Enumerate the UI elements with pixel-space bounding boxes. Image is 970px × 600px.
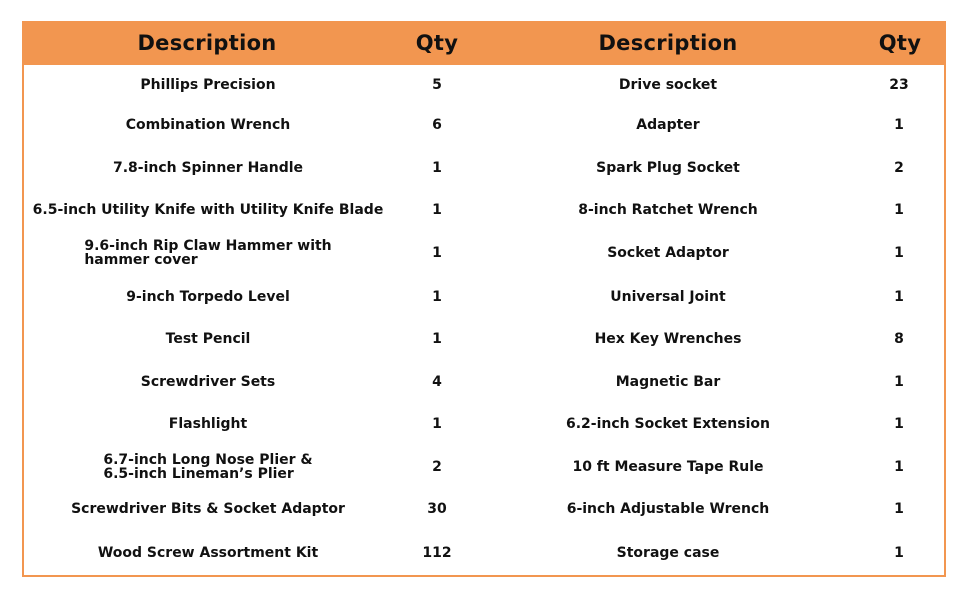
left-qty-cell-wrap bbox=[392, 146, 482, 188]
left-qty-cell: 1 bbox=[392, 146, 482, 188]
left-description-cell: Combination Wrench bbox=[24, 104, 392, 146]
right-description-cell-wrap bbox=[482, 318, 854, 360]
table-row bbox=[22, 446, 946, 488]
right-description-cell-wrap bbox=[482, 189, 854, 231]
right-description-cell: 6.2-inch Socket Extension bbox=[482, 403, 854, 445]
left-description-cell-wrap bbox=[22, 530, 392, 577]
left-qty-cell: 6 bbox=[392, 104, 482, 146]
right-description-cell: Drive socket bbox=[482, 65, 854, 103]
table-row bbox=[22, 146, 946, 188]
right-qty-cell: 2 bbox=[854, 146, 944, 188]
table-row bbox=[22, 189, 946, 231]
left-qty-cell: 5 bbox=[392, 65, 482, 103]
left-description-cell: Wood Screw Assortment Kit bbox=[24, 530, 392, 575]
right-qty-cell: 1 bbox=[854, 276, 944, 318]
left-qty-cell-wrap bbox=[392, 361, 482, 403]
right-qty-cell: 1 bbox=[854, 446, 944, 488]
left-qty-cell-wrap bbox=[392, 189, 482, 231]
right-description-cell-wrap bbox=[482, 361, 854, 403]
left-description-cell-wrap bbox=[22, 189, 392, 231]
right-description-cell: Magnetic Bar bbox=[482, 361, 854, 403]
left-qty-cell: 1 bbox=[392, 231, 482, 275]
right-qty-cell: 23 bbox=[854, 65, 944, 103]
left-qty-cell: 2 bbox=[392, 446, 482, 488]
left-qty-cell-wrap bbox=[392, 318, 482, 360]
table-header-row bbox=[22, 21, 946, 65]
description-line-1: 9.6-inch Rip Claw Hammer with bbox=[84, 238, 332, 255]
right-qty-cell-wrap bbox=[854, 403, 946, 445]
right-qty-cell-wrap bbox=[854, 276, 946, 318]
right-description-cell-wrap bbox=[482, 146, 854, 188]
right-description-cell: 6-inch Adjustable Wrench bbox=[482, 488, 854, 530]
left-description-cell-wrap bbox=[22, 231, 392, 275]
left-qty-cell-wrap bbox=[392, 231, 482, 275]
left-qty-cell: 112 bbox=[392, 530, 482, 575]
right-description-cell-wrap bbox=[482, 446, 854, 488]
left-description-cell-wrap bbox=[22, 446, 392, 488]
right-description-header: Description bbox=[598, 31, 738, 56]
right-description-cell-wrap bbox=[482, 65, 854, 103]
left-description-cell-wrap bbox=[22, 104, 392, 146]
left-qty-cell-wrap bbox=[392, 403, 482, 445]
left-qty-cell: 1 bbox=[392, 189, 482, 231]
table-row bbox=[22, 276, 946, 318]
parts-table-frame bbox=[22, 21, 946, 577]
left-qty-cell-wrap bbox=[392, 446, 482, 488]
right-qty-cell: 1 bbox=[854, 189, 944, 231]
right-qty-cell: 1 bbox=[854, 231, 944, 275]
left-description-cell: Screwdriver Sets bbox=[24, 361, 392, 403]
right-description-cell: 10 ft Measure Tape Rule bbox=[482, 446, 854, 488]
left-description-cell bbox=[24, 446, 392, 488]
left-description-cell-wrap bbox=[22, 65, 392, 103]
right-description-cell: Spark Plug Socket bbox=[482, 146, 854, 188]
left-description-header: Description bbox=[137, 31, 277, 56]
right-qty-cell: 8 bbox=[854, 318, 944, 360]
table-row bbox=[22, 530, 946, 577]
left-description-cell: Test Pencil bbox=[24, 318, 392, 360]
right-description-cell: Adapter bbox=[482, 104, 854, 146]
left-qty-header: Qty bbox=[415, 31, 459, 56]
right-description-cell: Hex Key Wrenches bbox=[482, 318, 854, 360]
table-row bbox=[22, 104, 946, 146]
description-line-2: hammer cover bbox=[84, 252, 198, 269]
right-description-cell-wrap bbox=[482, 403, 854, 445]
right-qty-cell-wrap bbox=[854, 231, 946, 275]
table-row bbox=[22, 488, 946, 530]
right-qty-cell-wrap bbox=[854, 65, 946, 103]
right-qty-cell-wrap bbox=[854, 361, 946, 403]
right-description-cell-wrap bbox=[482, 231, 854, 275]
right-qty-cell: 1 bbox=[854, 104, 944, 146]
left-description-cell-wrap bbox=[22, 276, 392, 318]
table-row bbox=[22, 231, 946, 275]
right-qty-cell-wrap bbox=[854, 446, 946, 488]
left-description-cell-wrap bbox=[22, 361, 392, 403]
right-qty-header: Qty bbox=[878, 31, 922, 56]
left-qty-cell-wrap bbox=[392, 276, 482, 318]
left-description-cell: Phillips Precision bbox=[24, 65, 392, 103]
right-qty-cell-wrap bbox=[854, 530, 946, 577]
left-description-cell: 6.5-inch Utility Knife with Utility Knife Blade bbox=[24, 189, 392, 231]
left-qty-cell-wrap bbox=[392, 65, 482, 103]
right-description-cell-wrap bbox=[482, 530, 854, 577]
left-qty-cell: 1 bbox=[392, 276, 482, 318]
table-row bbox=[22, 65, 946, 103]
left-qty-cell: 30 bbox=[392, 488, 482, 530]
right-qty-cell: 1 bbox=[854, 403, 944, 445]
left-qty-cell: 1 bbox=[392, 403, 482, 445]
right-description-cell: Universal Joint bbox=[482, 276, 854, 318]
right-description-cell: 8-inch Ratchet Wrench bbox=[482, 189, 854, 231]
right-description-cell: Socket Adaptor bbox=[482, 231, 854, 275]
left-qty-cell-wrap bbox=[392, 488, 482, 530]
left-description-cell-wrap bbox=[22, 488, 392, 530]
left-qty-cell-wrap bbox=[392, 104, 482, 146]
right-qty-cell: 1 bbox=[854, 361, 944, 403]
right-qty-cell-wrap bbox=[854, 146, 946, 188]
parts-table bbox=[22, 21, 946, 577]
left-description-cell bbox=[24, 231, 392, 275]
right-description-cell: Storage case bbox=[482, 530, 854, 575]
right-qty-cell: 1 bbox=[854, 530, 944, 575]
right-qty-cell: 1 bbox=[854, 488, 944, 530]
table-row bbox=[22, 318, 946, 360]
right-qty-cell-wrap bbox=[854, 104, 946, 146]
left-description-cell: Flashlight bbox=[24, 403, 392, 445]
left-description-cell-wrap bbox=[22, 318, 392, 360]
left-qty-cell-wrap bbox=[392, 530, 482, 577]
table-row bbox=[22, 403, 946, 445]
right-description-cell-wrap bbox=[482, 488, 854, 530]
right-qty-cell-wrap bbox=[854, 189, 946, 231]
description-line-1: 6.7-inch Long Nose Plier & bbox=[103, 451, 313, 468]
right-qty-cell-wrap bbox=[854, 318, 946, 360]
right-description-cell-wrap bbox=[482, 104, 854, 146]
description-line-2: 6.5-inch Lineman’s Plier bbox=[103, 465, 294, 482]
left-description-cell: 9-inch Torpedo Level bbox=[24, 276, 392, 318]
left-description-cell: Screwdriver Bits & Socket Adaptor bbox=[24, 488, 392, 530]
two-line-description bbox=[103, 453, 312, 481]
left-qty-cell: 4 bbox=[392, 361, 482, 403]
left-description-cell-wrap bbox=[22, 403, 392, 445]
right-description-cell-wrap bbox=[482, 276, 854, 318]
right-qty-cell-wrap bbox=[854, 488, 946, 530]
left-qty-cell: 1 bbox=[392, 318, 482, 360]
two-line-description bbox=[84, 239, 331, 267]
table-row bbox=[22, 361, 946, 403]
left-description-cell: 7.8-inch Spinner Handle bbox=[24, 146, 392, 188]
left-description-cell-wrap bbox=[22, 146, 392, 188]
